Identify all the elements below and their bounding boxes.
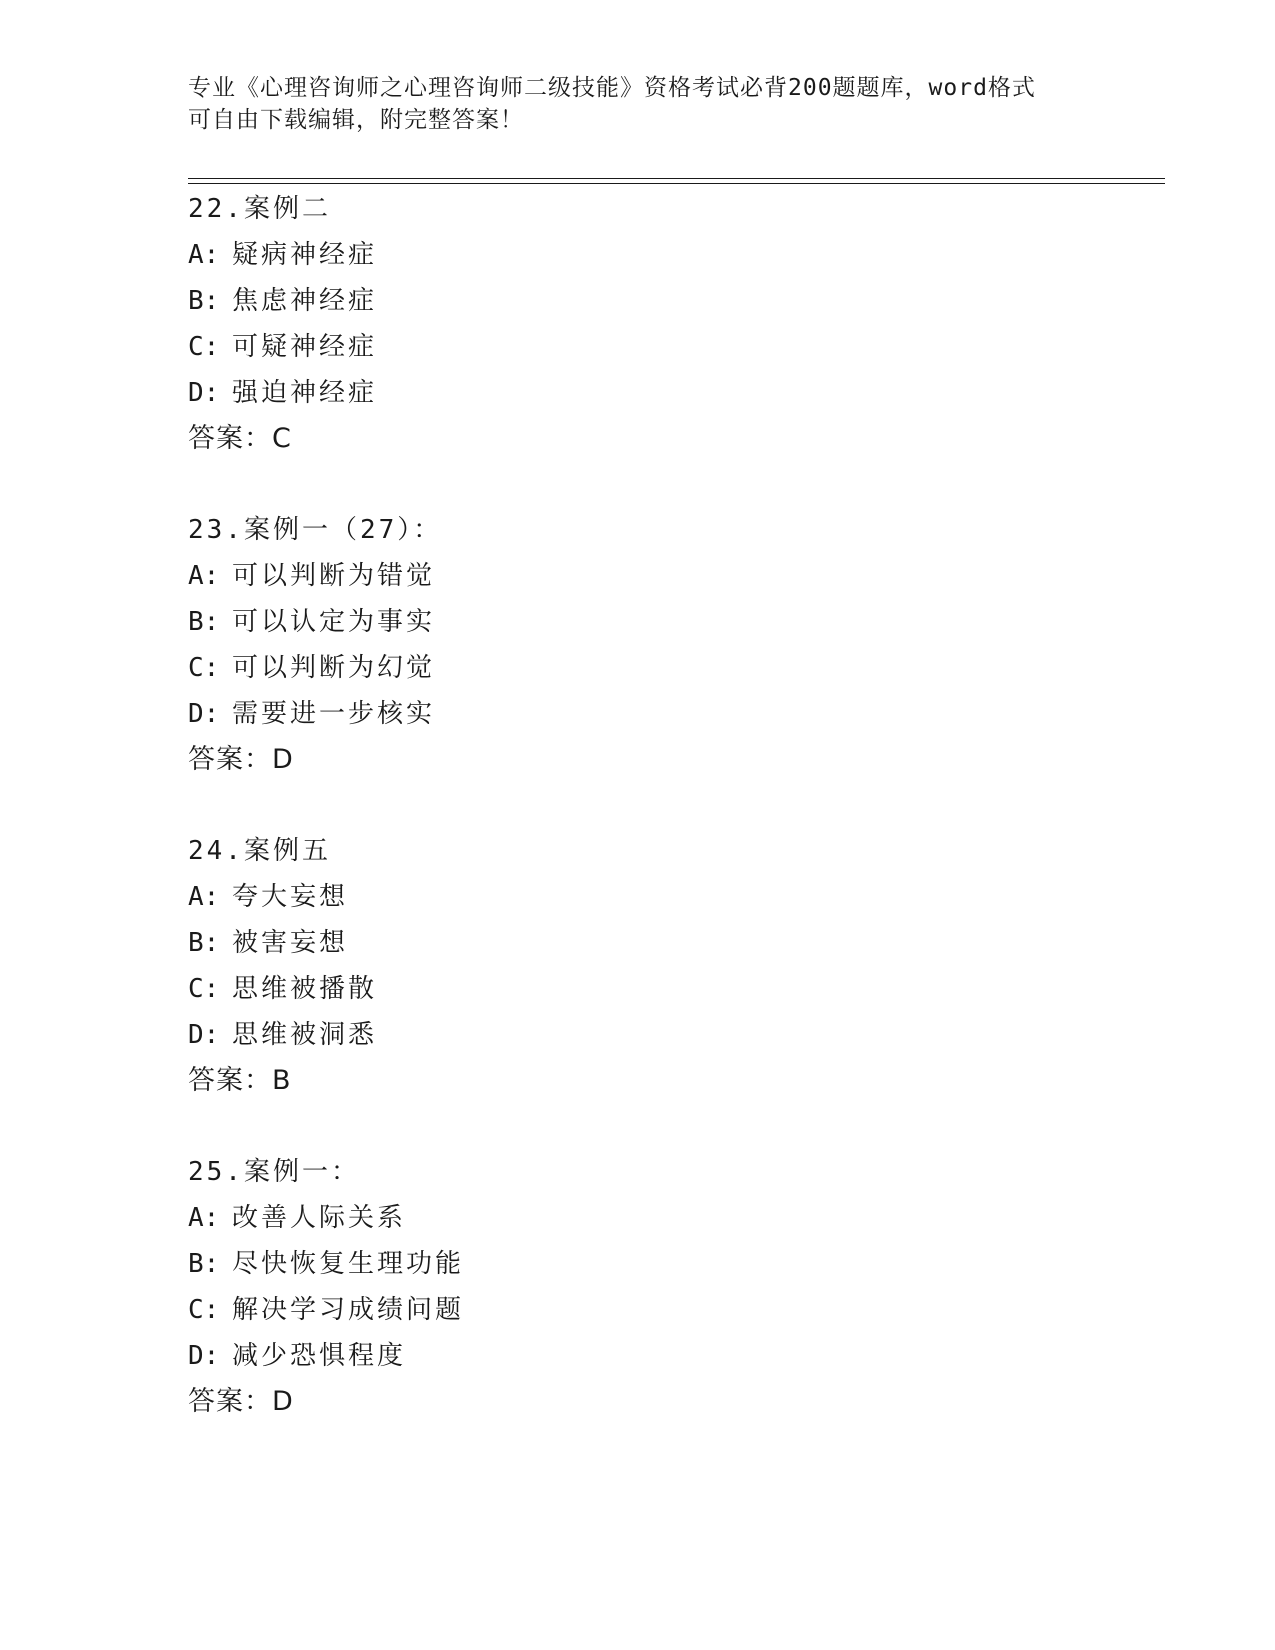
option-a (188, 553, 1088, 599)
question-block (188, 507, 1088, 783)
header-line-2: 可自由下载编辑，附完整答案！ (188, 107, 524, 133)
question-block (188, 828, 1088, 1104)
document-header (188, 72, 1068, 136)
option-c (188, 645, 1088, 691)
option-text: 改善人际关系 (232, 1203, 407, 1233)
option-text: 尽快恢复生理功能 (232, 1249, 465, 1279)
option-letter: C: (188, 332, 220, 362)
option-letter: B: (188, 1249, 220, 1279)
answer-line: 答案：D (188, 744, 294, 775)
option-text: 需要进一步核实 (232, 699, 436, 729)
option-d (188, 1333, 1088, 1379)
question-block (188, 1149, 1088, 1425)
option-text: 焦虑神经症 (232, 286, 378, 316)
question-stem: 25.案例一： (188, 1157, 360, 1187)
question-block (188, 186, 1088, 462)
option-text: 夸大妄想 (232, 882, 349, 912)
option-text: 被害妄想 (232, 928, 349, 958)
option-letter: C: (188, 653, 220, 683)
option-a (188, 1195, 1088, 1241)
option-text: 可以判断为幻觉 (232, 653, 436, 683)
option-d (188, 691, 1088, 737)
option-letter: A: (188, 561, 220, 591)
option-d (188, 1012, 1088, 1058)
answer-line: 答案：B (188, 1065, 292, 1096)
option-letter: B: (188, 607, 220, 637)
option-text: 疑病神经症 (232, 240, 378, 270)
option-c (188, 966, 1088, 1012)
option-text: 可疑神经症 (232, 332, 378, 362)
option-letter: B: (188, 928, 220, 958)
option-letter: C: (188, 974, 220, 1004)
option-b (188, 920, 1088, 966)
option-text: 可以认定为事实 (232, 607, 436, 637)
option-letter: D: (188, 1020, 220, 1050)
option-letter: D: (188, 1341, 220, 1371)
option-b (188, 599, 1088, 645)
option-c (188, 1287, 1088, 1333)
option-b (188, 1241, 1088, 1287)
option-d (188, 370, 1088, 416)
option-letter: D: (188, 378, 220, 408)
option-text: 可以判断为错觉 (232, 561, 436, 591)
option-text: 减少恐惧程度 (232, 1341, 407, 1371)
answer-line: 答案：C (188, 423, 292, 454)
answer-line: 答案：D (188, 1386, 294, 1417)
question-stem: 23.案例一（27）： (188, 515, 443, 545)
question-stem: 22.案例二 (188, 194, 331, 224)
header-line-1: 专业《心理咨询师之心理咨询师二级技能》资格考试必背200题题库，word格式 (188, 75, 1036, 101)
option-letter: D: (188, 699, 220, 729)
header-divider-bottom (188, 183, 1165, 184)
option-letter: A: (188, 1203, 220, 1233)
option-letter: B: (188, 286, 220, 316)
header-divider-top (188, 178, 1165, 179)
option-text: 思维被洞悉 (232, 1020, 378, 1050)
option-text: 思维被播散 (232, 974, 378, 1004)
option-letter: A: (188, 882, 220, 912)
option-text: 强迫神经症 (232, 378, 378, 408)
option-a (188, 232, 1088, 278)
option-b (188, 278, 1088, 324)
option-a (188, 874, 1088, 920)
option-text: 解决学习成绩问题 (232, 1295, 465, 1325)
option-letter: C: (188, 1295, 220, 1325)
option-letter: A: (188, 240, 220, 270)
option-c (188, 324, 1088, 370)
question-stem: 24.案例五 (188, 836, 331, 866)
